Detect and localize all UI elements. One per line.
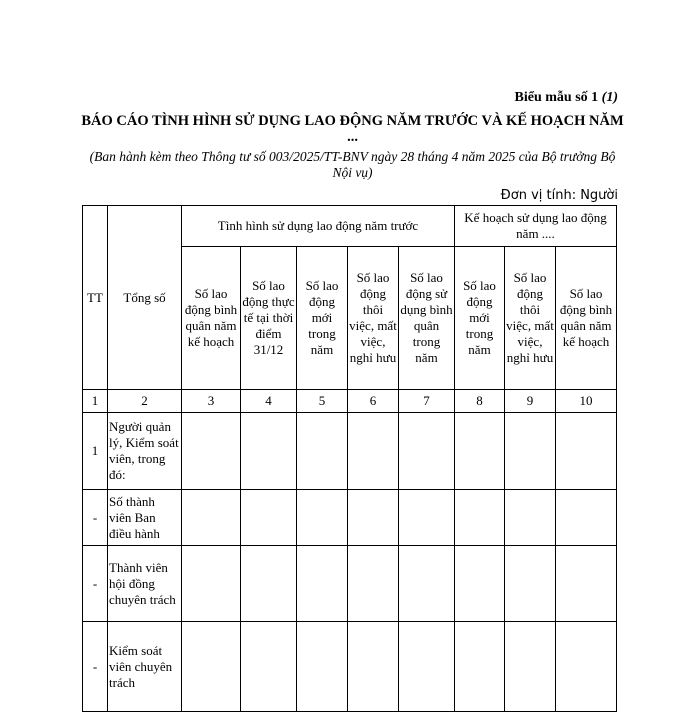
header-col-3: Số lao động bình quân năm kế hoạch bbox=[182, 247, 241, 390]
header-col-10: Số lao động bình quân năm kế hoạch bbox=[556, 247, 617, 390]
table-row bbox=[83, 622, 617, 712]
row-label: Số thành viên Ban điều hành bbox=[108, 490, 182, 546]
data-cell bbox=[505, 413, 556, 490]
table-row bbox=[83, 413, 617, 490]
column-number: 8 bbox=[455, 390, 505, 413]
data-cell bbox=[348, 490, 399, 546]
data-cell bbox=[297, 413, 348, 490]
data-cell bbox=[556, 622, 617, 712]
data-cell bbox=[297, 546, 348, 622]
column-number-row bbox=[83, 390, 617, 413]
column-number: 6 bbox=[348, 390, 399, 413]
data-cell bbox=[505, 546, 556, 622]
header-col-8: Số lao động mới trong năm bbox=[455, 247, 505, 390]
data-cell bbox=[399, 622, 455, 712]
column-number: 3 bbox=[182, 390, 241, 413]
data-cell bbox=[241, 413, 297, 490]
data-cell bbox=[182, 622, 241, 712]
table-row bbox=[83, 490, 617, 546]
unit-label: Đơn vị tính: Người bbox=[500, 188, 618, 203]
data-cell bbox=[455, 546, 505, 622]
data-cell bbox=[348, 546, 399, 622]
table-row bbox=[83, 546, 617, 622]
header-group-plan: Kế hoạch sử dụng lao động năm .... bbox=[455, 206, 617, 247]
row-label: Kiểm soát viên chuyên trách bbox=[108, 622, 182, 712]
row-label: Người quản lý, Kiểm soát viên, trong đó: bbox=[108, 413, 182, 490]
data-cell bbox=[556, 490, 617, 546]
data-cell bbox=[348, 622, 399, 712]
row-tt: - bbox=[83, 622, 108, 712]
data-cell bbox=[455, 490, 505, 546]
column-number: 1 bbox=[83, 390, 108, 413]
column-number: 7 bbox=[399, 390, 455, 413]
data-cell bbox=[241, 490, 297, 546]
row-label: Thành viên hội đồng chuyên trách bbox=[108, 546, 182, 622]
row-tt: - bbox=[83, 546, 108, 622]
data-cell bbox=[505, 622, 556, 712]
data-cell bbox=[241, 622, 297, 712]
column-number: 2 bbox=[108, 390, 182, 413]
form-label-note: (1) bbox=[601, 90, 618, 105]
report-subtitle: (Ban hành kèm theo Thông tư số 003/2025/TT-BNV ngày 28 tháng 4 năm 2025 của Bộ trưởng Bộ Nội vụ) bbox=[89, 149, 616, 180]
data-cell bbox=[399, 546, 455, 622]
data-cell bbox=[399, 490, 455, 546]
header-col-9: Số lao động thôi việc, mất việc, nghỉ hưu bbox=[505, 247, 556, 390]
labor-report-table bbox=[82, 205, 617, 712]
data-cell bbox=[455, 622, 505, 712]
header-total: Tổng số bbox=[108, 206, 182, 390]
column-number: 5 bbox=[297, 390, 348, 413]
column-number: 9 bbox=[505, 390, 556, 413]
header-col-7: Số lao động sử dụng bình quân trong năm bbox=[399, 247, 455, 390]
column-number: 4 bbox=[241, 390, 297, 413]
column-number: 10 bbox=[556, 390, 617, 413]
data-cell bbox=[182, 546, 241, 622]
data-cell bbox=[505, 490, 556, 546]
data-cell bbox=[455, 413, 505, 490]
header-tt: TT bbox=[83, 206, 108, 390]
data-cell bbox=[297, 622, 348, 712]
header-col-6: Số lao động thôi việc, mất việc, nghỉ hưu bbox=[348, 247, 399, 390]
row-tt: - bbox=[83, 490, 108, 546]
report-title: BÁO CÁO TÌNH HÌNH SỬ DỤNG LAO ĐỘNG NĂM TRƯỚC VÀ KẾ HOẠCH NĂM ... bbox=[81, 113, 624, 145]
data-cell bbox=[399, 413, 455, 490]
header-col-5: Số lao động mới trong năm bbox=[297, 247, 348, 390]
row-tt: 1 bbox=[83, 413, 108, 490]
data-cell bbox=[348, 413, 399, 490]
data-cell bbox=[297, 490, 348, 546]
data-cell bbox=[182, 413, 241, 490]
data-cell bbox=[556, 546, 617, 622]
header-group-prev: Tình hình sử dụng lao động năm trước bbox=[182, 206, 455, 247]
header-col-4: Số lao động thực tế tại thời điểm 31/12 bbox=[241, 247, 297, 390]
data-cell bbox=[182, 490, 241, 546]
data-cell bbox=[241, 546, 297, 622]
form-label: Biểu mẫu số 1 (1) bbox=[514, 90, 618, 105]
data-cell bbox=[556, 413, 617, 490]
